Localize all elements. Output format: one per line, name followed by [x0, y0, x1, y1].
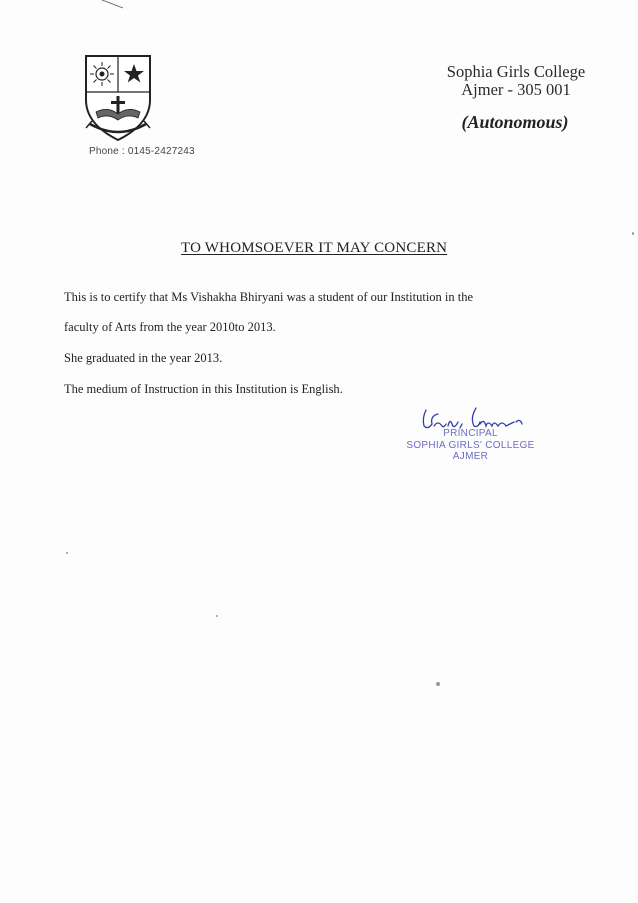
letter-heading: TO WHOMSOEVER IT MAY CONCERN [181, 240, 448, 256]
letter-paragraph: faculty of Arts from the year 2010to 2013. [64, 320, 276, 334]
college-crest-logo [82, 52, 154, 144]
speck [436, 682, 440, 686]
letter-paragraph: This is to certify that Ms Vishakha Bhiryani was a student of our Institution in the [64, 290, 474, 304]
speck [216, 615, 218, 617]
speck [66, 552, 68, 554]
phone-number: Phone : 0145-2427243 [89, 146, 195, 157]
stamp-city: AJMER [452, 451, 489, 462]
college-name: Sophia Girls College [446, 62, 586, 81]
letter-paragraph: The medium of Instruction in this Institution is English. [64, 382, 343, 396]
stamp-title: PRINCIPAL [443, 428, 498, 439]
autonomous-label: (Autonomous) [461, 112, 569, 132]
letter-paragraph: She graduated in the year 2013. [64, 351, 223, 365]
speck [632, 232, 634, 235]
pen-stroke-mark [95, 0, 125, 10]
principal-stamp [388, 428, 553, 463]
college-address: Ajmer - 305 001 [461, 80, 571, 99]
stamp-college: SOPHIA GIRLS' COLLEGE [406, 439, 535, 451]
